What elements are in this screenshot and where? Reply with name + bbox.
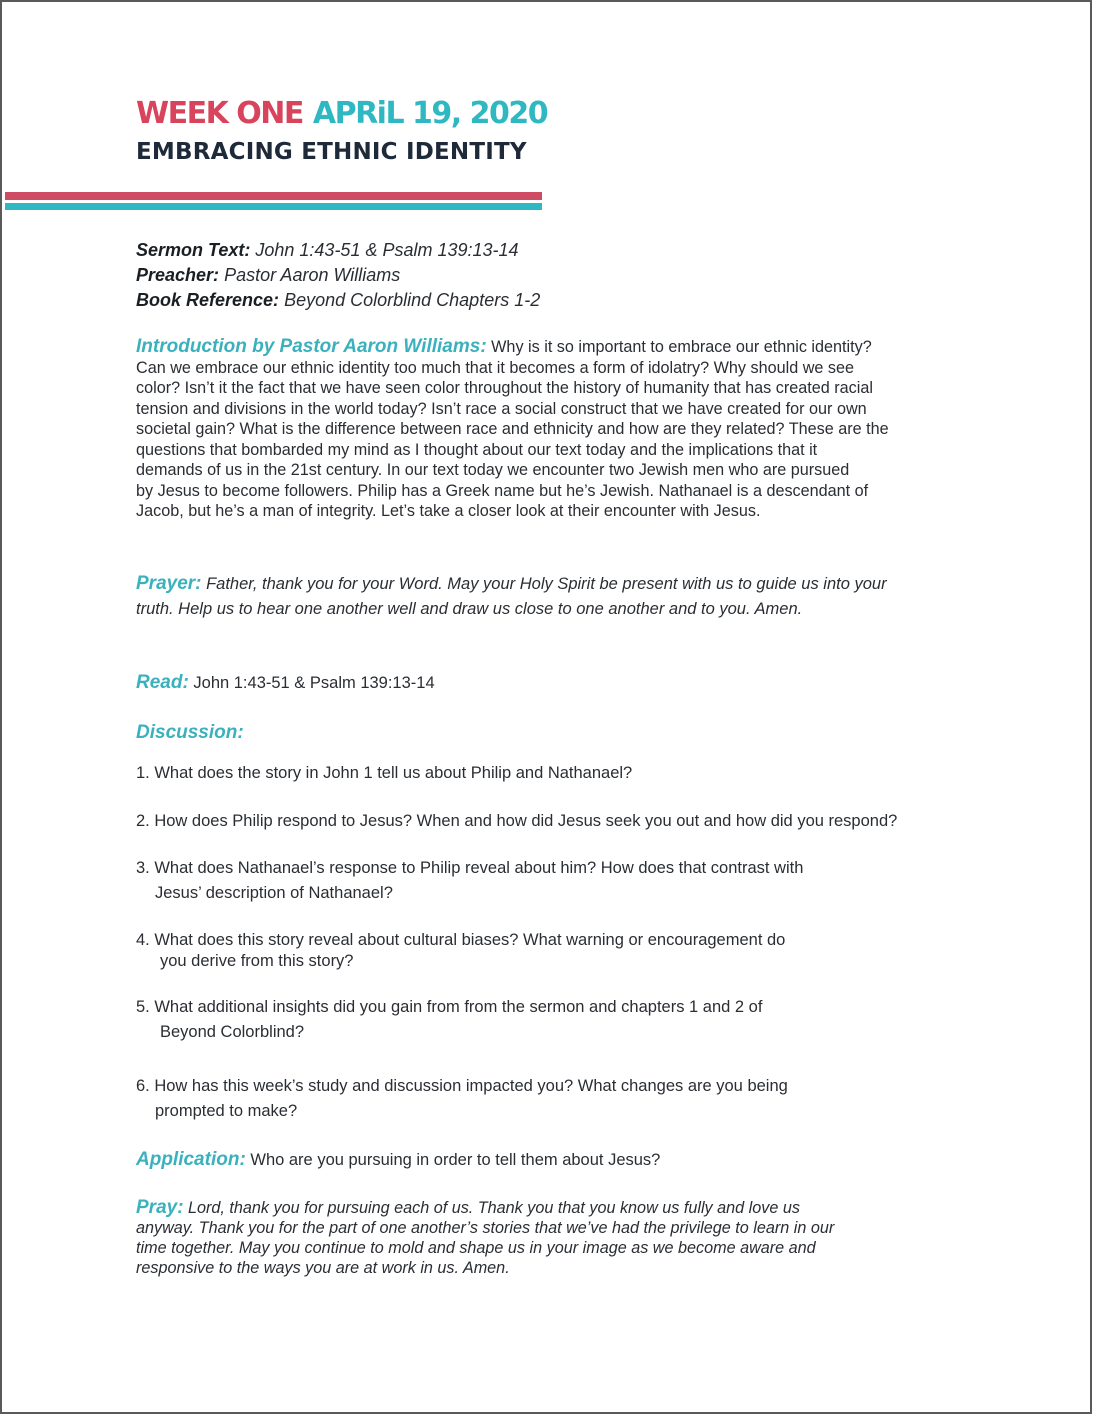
sermon-text-value: John 1:43-51 & Psalm 139:13-14 [255, 240, 519, 260]
intro-line: demands of us in the 21st century. In our text today we encounter two Jewish men who are pursued [136, 461, 850, 479]
prayer-line: truth. Help us to hear one another well and draw us close to one another and to you. Amen. [136, 600, 803, 618]
application-label: Application: [136, 1149, 246, 1170]
pray-line: time together. May you continue to mold and shape us in your image as we become aware and [136, 1239, 816, 1257]
date-label: APRiL 19, 2020 [312, 96, 548, 131]
question-text: 1. What does the story in John 1 tell us about Philip and Nathanael? [136, 764, 633, 782]
intro-line: questions that bombarded my mind as I thought about our text today and the implications that it [136, 440, 818, 459]
prayer-section [136, 571, 986, 622]
question-text: 6. How has this week’s study and discussion impacted you? What changes are you being [136, 1077, 788, 1095]
question-text: 2. How does Philip respond to Jesus? When and how did Jesus seek you out and how did you respond? [136, 812, 898, 830]
question-text: 3. What does Nathanael’s response to Philip reveal about him? How does that contrast with [136, 859, 804, 877]
sermon-text-row [136, 238, 540, 263]
pray-section [136, 1198, 956, 1278]
preacher-value: Pastor Aaron Williams [224, 265, 401, 285]
pray-label: Pray: [136, 1197, 184, 1218]
intro-line: Jacob, but he’s a man of integrity. Let’s take a closer look at their encounter with Jesus. [136, 502, 761, 520]
question-text-cont: Jesus’ description of Nathanael? [155, 884, 393, 902]
discussion-question-2 [136, 809, 897, 834]
read-section [136, 670, 435, 696]
discussion-heading [136, 720, 244, 746]
introduction-section [136, 337, 976, 522]
pray-line: anyway. Thank you for the part of one another’s stories that we’ve had the privilege to learn in our [136, 1219, 835, 1237]
read-text: John 1:43-51 & Psalm 139:13-14 [193, 674, 435, 692]
pray-line: Lord, thank you for pursuing each of us. Thank you that you know us fully and love us [188, 1199, 800, 1217]
teal-divider-bar [5, 203, 542, 210]
intro-line: Why is it so important to embrace our ethnic identity? [491, 338, 872, 356]
application-text: Who are you pursuing in order to tell them about Jesus? [250, 1151, 661, 1169]
discussion-question-6 [136, 1074, 788, 1124]
intro-line: by Jesus to become followers. Philip has a Greek name but he’s Jewish. Nathanael is a descendant of [136, 481, 869, 500]
discussion-question-1 [136, 761, 632, 786]
intro-line: color? Isn’t it the fact that we have seen color throughout the history of humanity that has created racial [136, 379, 873, 397]
question-text-cont: Beyond Colorblind? [160, 1023, 305, 1041]
discussion-question-4 [136, 928, 785, 974]
pray-line: responsive to the ways you are at work in us. Amen. [136, 1259, 510, 1277]
prayer-label: Prayer: [136, 573, 202, 594]
preacher-row [136, 263, 540, 288]
prayer-line: Father, thank you for your Word. May your Holy Spirit be present with us to guide us into your [206, 575, 887, 593]
page-title [136, 96, 547, 132]
discussion-question-3 [136, 856, 803, 906]
book-reference-row [136, 288, 540, 313]
intro-line: Can we embrace our ethnic identity too much that it becomes a form of idolatry? Why should we see [136, 358, 854, 377]
intro-line: tension and divisions in the world today? Isn’t race a social construct that we have created for our own [136, 399, 867, 418]
book-reference-value: Beyond Colorblind Chapters 1-2 [284, 290, 541, 310]
discussion-label: Discussion: [136, 722, 244, 743]
question-text-cont: you derive from this story? [160, 952, 354, 970]
read-label: Read: [136, 672, 189, 693]
sermon-meta [136, 238, 540, 313]
discussion-question-5 [136, 995, 762, 1045]
book-reference-label: Book Reference: [136, 290, 280, 310]
week-label: WEEK ONE [136, 96, 303, 131]
question-text: 4. What does this story reveal about cultural biases? What warning or encouragement do [136, 931, 786, 949]
preacher-label: Preacher: [136, 265, 220, 285]
question-text: 5. What additional insights did you gain from from the sermon and chapters 1 and 2 of [136, 998, 763, 1016]
sermon-text-label: Sermon Text: [136, 240, 251, 260]
red-divider-bar [5, 192, 542, 200]
introduction-label: Introduction by Pastor Aaron Williams: [136, 336, 487, 357]
application-section [136, 1147, 660, 1173]
intro-line: societal gain? What is the difference between race and ethnicity and how are they related? These are the [136, 420, 889, 438]
question-text-cont: prompted to make? [155, 1102, 298, 1120]
page-subtitle: EMBRACING ETHNIC IDENTITY [136, 139, 527, 165]
